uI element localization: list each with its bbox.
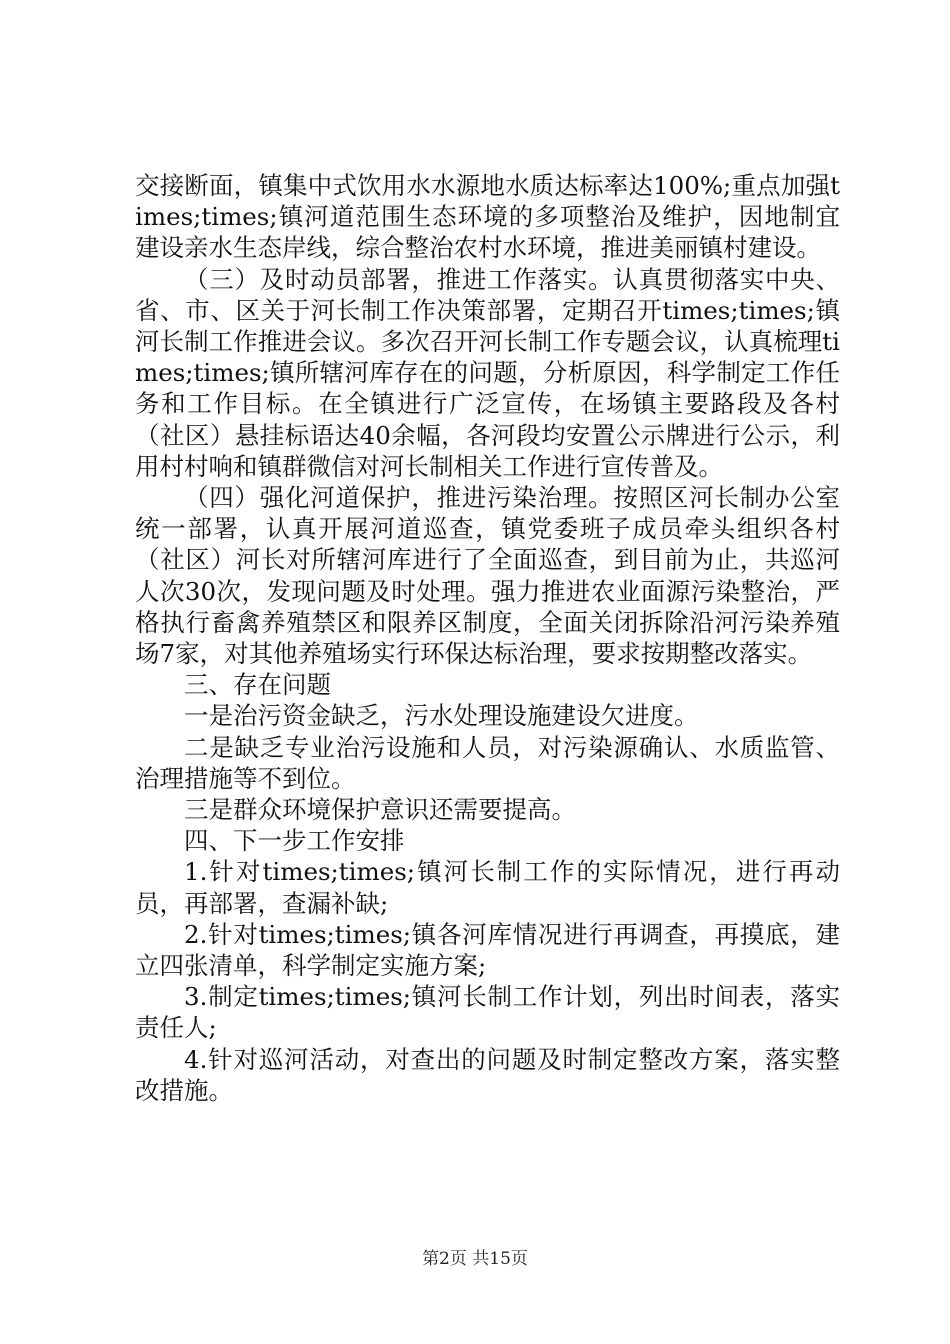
paragraph-continuation: 交接断面，镇集中式饮用水水源地水质达标率达100%;重点加强times;times;镇河道范围生态环境的多项整治及维护，因地制宜建设亲水生态岸线，综合整治农村水环境，推进美丽镇村建设。: [135, 171, 840, 263]
document-body: [135, 170, 840, 1106]
next-step-item-1: 1.针对times;times;镇河长制工作的实际情况，进行再动员，再部署，查漏补缺;: [135, 857, 840, 918]
heading-next-steps: 四、下一步工作安排: [184, 826, 405, 856]
problem-item-1: 一是治污资金缺乏，污水处理设施建设欠进度。: [184, 701, 699, 731]
problem-item-3: 三是群众环境保护意识还需要提高。: [184, 795, 576, 825]
next-step-item-3: 3.制定times;times;镇河长制工作计划，列出时间表，落实责任人;: [135, 982, 840, 1043]
next-step-item-4: 4.针对巡河活动，对查出的问题及时制定整改方案，落实整改措施。: [135, 1044, 840, 1105]
page-number-footer: 第2页 共15页: [422, 1249, 528, 1269]
paragraph-section-three: （三）及时动员部署，推进工作落实。认真贯彻落实中央、省、市、区关于河长制工作决策部署，定期召开times;times;镇河长制工作推进会议。多次召开河长制工作专题会议，认真梳理times;times;镇所辖河库存在的问题，分析原因，科学制定工作任务和工作目标。在全镇进行广泛宣传，在场镇主要路段及各村（社区）悬挂标语达40余幅，各河段均安置公示牌进行公示，利用村村响和镇群微信对河长制相关工作进行宣传普及。: [135, 264, 840, 481]
paragraph-section-four: （四）强化河道保护，推进污染治理。按照区河长制办公室统一部署，认真开展河道巡查，镇党委班子成员牵头组织各村（社区）河长对所辖河库进行了全面巡查，到目前为止，共巡河人次30次，发现问题及时处理。强力推进农业面源污染整治，严格执行畜禽养殖禁区和限养区制度，全面关闭拆除沿河污染养殖场7家，对其他养殖场实行环保达标治理，要求按期整改落实。: [135, 483, 840, 669]
next-step-item-2: 2.针对times;times;镇各河库情况进行再调查，再摸底，建立四张清单，科学制定实施方案;: [135, 919, 840, 981]
heading-existing-problems: 三、存在问题: [184, 670, 331, 700]
problem-item-2: 二是缺乏专业治污设施和人员，对污染源确认、水质监管、治理措施等不到位。: [135, 732, 840, 793]
